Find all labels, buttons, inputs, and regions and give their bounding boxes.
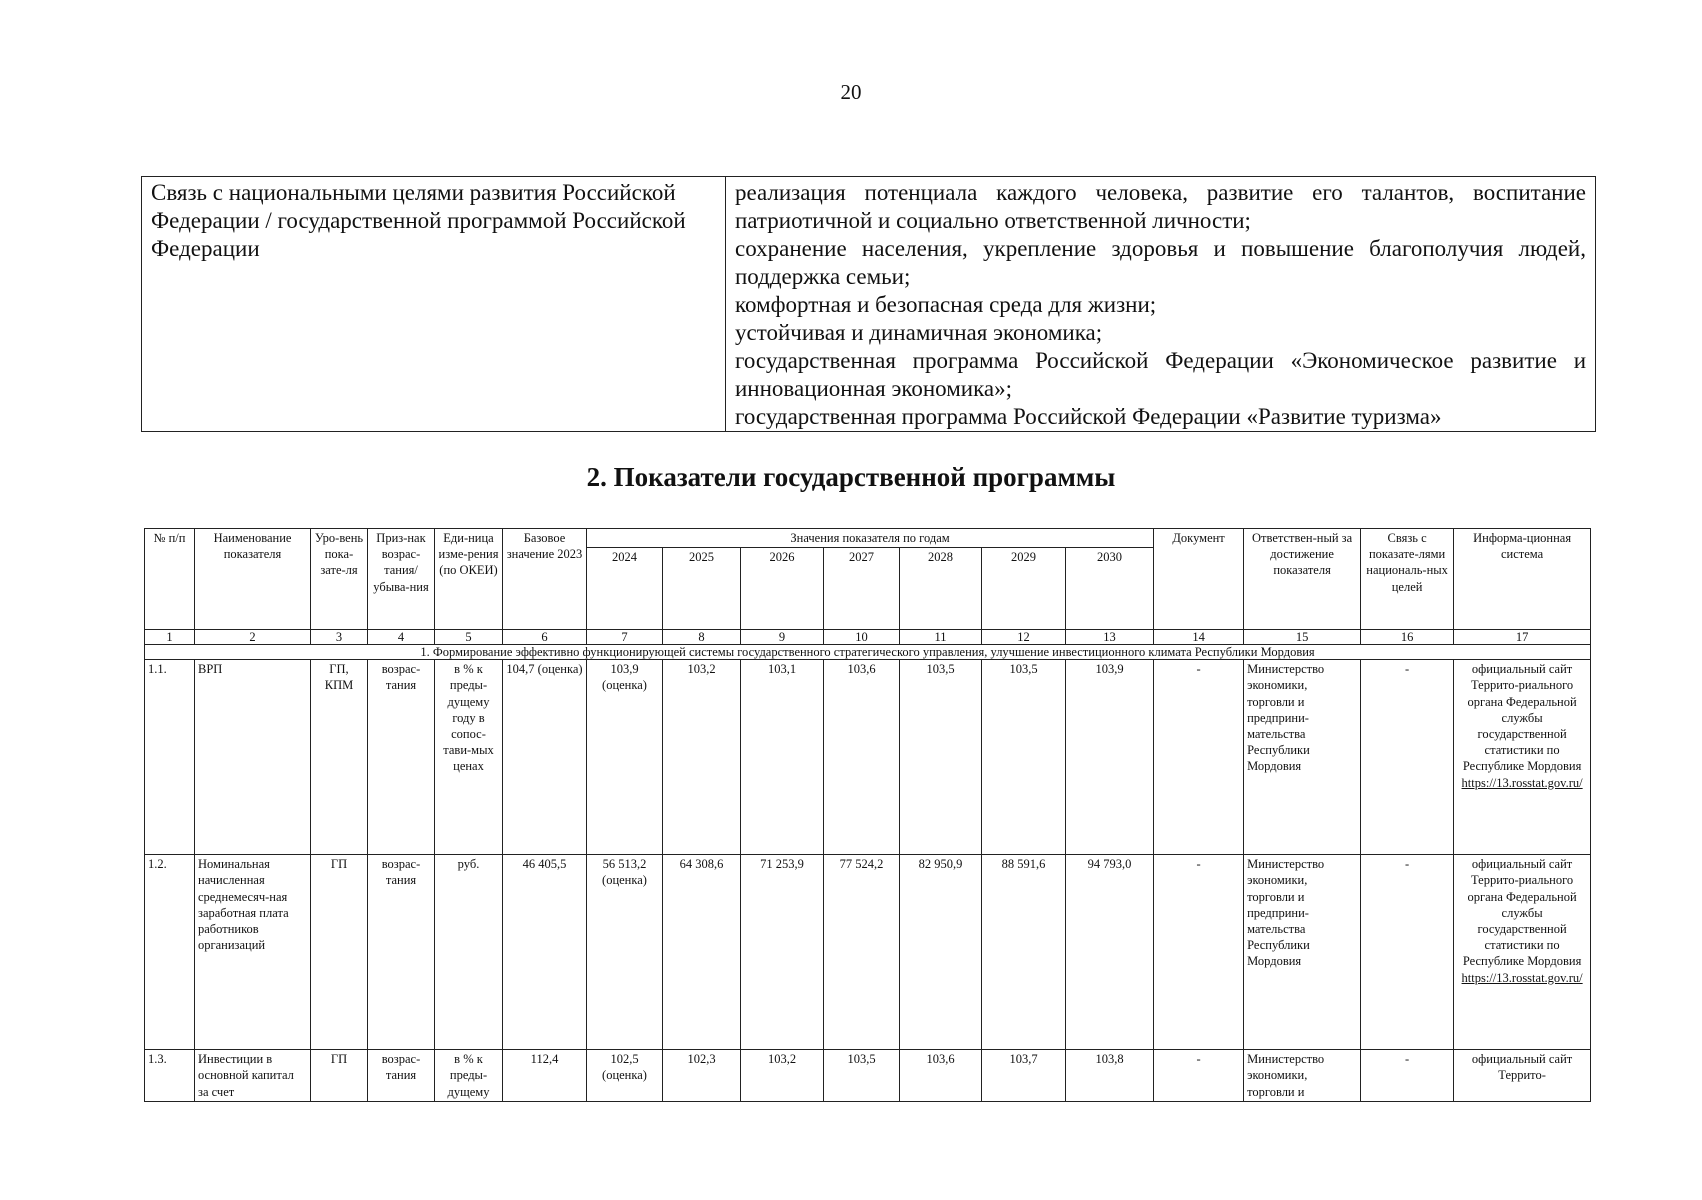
info-system-text: официальный сайт Террито-риального органа Федеральной службы государственной статистики по Республике Мордовия <box>1462 857 1582 969</box>
header-year: 2028 <box>900 548 982 630</box>
column-number: 13 <box>1066 630 1154 645</box>
row-level: ГП <box>311 855 368 1050</box>
row-value: 94 793,0 <box>1066 855 1154 1050</box>
row-value: 82 950,9 <box>900 855 982 1050</box>
row-document: - <box>1154 1050 1244 1102</box>
linkage-goal-item: сохранение населения, укрепление здоровья и повышение благополучия людей, поддержка семьи; <box>735 236 1586 289</box>
column-number: 16 <box>1361 630 1454 645</box>
header-sign: Приз-нак возрас-тания/ убыва-ния <box>368 529 435 630</box>
national-goals-linkage-table <box>141 176 1596 432</box>
column-number: 7 <box>587 630 663 645</box>
row-value: 103,9 <box>1066 660 1154 855</box>
row-value: 103,5 <box>900 660 982 855</box>
column-number: 1 <box>145 630 195 645</box>
row-link-goals: - <box>1361 660 1454 855</box>
row-value: 77 524,2 <box>824 855 900 1050</box>
column-number: 8 <box>663 630 741 645</box>
row-sign: возрас-тания <box>368 1050 435 1102</box>
linkage-goal-item: государственная программа Российской Федерации «Экономическое развитие и инновационная экономика»; <box>735 348 1586 401</box>
row-document: - <box>1154 660 1244 855</box>
row-link-goals: - <box>1361 855 1454 1050</box>
linkage-label: Связь с национальными целями развития Российской Федерации / государственной программой Российской Федерации <box>142 177 726 432</box>
indicators-table <box>144 528 1591 1102</box>
info-system-text: официальный сайт Террито-риального органа Федеральной службы государственной статистики по Республике Мордовия <box>1462 662 1582 774</box>
row-base: 46 405,5 <box>503 855 587 1050</box>
section-title: 2. Показатели государственной программы <box>586 462 1116 492</box>
row-value: 103,6 <box>824 660 900 855</box>
row-value: 103,2 <box>741 1050 824 1102</box>
row-value: 103,1 <box>741 660 824 855</box>
header-link-goals: Связь с показате-лями националь-ных целей <box>1361 529 1454 630</box>
column-number: 4 <box>368 630 435 645</box>
row-num: 1.1. <box>145 660 195 855</box>
row-sign: возрас-тания <box>368 855 435 1050</box>
linkage-goal-item: реализация потенциала каждого человека, развитие его талантов, воспитание патриотичной и социально ответственной личности; <box>735 180 1586 233</box>
row-base: 104,7 (оценка) <box>503 660 587 855</box>
row-base: 112,4 <box>503 1050 587 1102</box>
header-name: Наименование показателя <box>195 529 311 630</box>
section-row-title: 1. Формирование эффективно функционирующей системы государственного стратегического управления, улучшение инвестиционного климата Республики Мордовия <box>145 645 1591 660</box>
linkage-goal-item: государственная программа Российской Федерации «Развитие туризма» <box>735 404 1442 429</box>
row-value: 103,2 <box>663 660 741 855</box>
row-value: 103,6 <box>900 1050 982 1102</box>
row-name: Инвестиции в основной капитал за счет <box>195 1050 311 1102</box>
page-number: 20 <box>840 80 862 104</box>
row-info-system <box>1454 855 1591 1050</box>
info-system-text: официальный сайт Террито- <box>1471 1052 1573 1083</box>
row-value: 103,9 (оценка) <box>587 660 663 855</box>
table-row <box>145 1050 1591 1102</box>
row-level: ГП, КПМ <box>311 660 368 855</box>
row-value: 56 513,2 (оценка) <box>587 855 663 1050</box>
row-value: 102,5 (оценка) <box>587 1050 663 1102</box>
header-unit: Еди-ница изме-рения (по ОКЕИ) <box>435 529 503 630</box>
header-year: 2027 <box>824 548 900 630</box>
row-unit: в % к преды-дущему <box>435 1050 503 1102</box>
column-number: 5 <box>435 630 503 645</box>
row-responsible: Министерство экономики, торговли и предприни-мательства Республики Мордовия <box>1244 855 1361 1050</box>
row-value: 102,3 <box>663 1050 741 1102</box>
rosstat-link[interactable]: https://13.rosstat.gov.ru/ <box>1461 775 1583 790</box>
header-year: 2025 <box>663 548 741 630</box>
row-document: - <box>1154 855 1244 1050</box>
linkage-goal-item: комфортная и безопасная среда для жизни; <box>735 292 1157 317</box>
column-number: 11 <box>900 630 982 645</box>
column-number: 15 <box>1244 630 1361 645</box>
column-number: 9 <box>741 630 824 645</box>
header-level: Уро-вень пока-зате-ля <box>311 529 368 630</box>
row-link-goals: - <box>1361 1050 1454 1102</box>
column-number: 3 <box>311 630 368 645</box>
row-responsible: Министерство экономики, торговли и предприни-мательства Республики Мордовия <box>1244 660 1361 855</box>
section-row <box>145 645 1591 660</box>
column-number: 10 <box>824 630 900 645</box>
column-number: 2 <box>195 630 311 645</box>
table-row <box>145 855 1591 1050</box>
header-responsible: Ответствен-ный за достижение показателя <box>1244 529 1361 630</box>
column-number-row <box>145 630 1591 645</box>
linkage-goals-list <box>726 177 1596 432</box>
row-value: 103,8 <box>1066 1050 1154 1102</box>
row-value: 64 308,6 <box>663 855 741 1050</box>
row-info-system <box>1454 660 1591 855</box>
column-number: 17 <box>1454 630 1591 645</box>
row-info-system <box>1454 1050 1591 1102</box>
rosstat-link[interactable]: https://13.rosstat.gov.ru/ <box>1461 970 1583 985</box>
row-value: 71 253,9 <box>741 855 824 1050</box>
header-year: 2029 <box>982 548 1066 630</box>
row-value: 88 591,6 <box>982 855 1066 1050</box>
header-num: № п/п <box>145 529 195 630</box>
header-values-by-year: Значения показателя по годам <box>587 529 1154 548</box>
header-year: 2024 <box>587 548 663 630</box>
header-base: Базовое значение 2023 <box>503 529 587 630</box>
column-number: 12 <box>982 630 1066 645</box>
row-value: 103,7 <box>982 1050 1066 1102</box>
row-name: ВРП <box>195 660 311 855</box>
row-num: 1.2. <box>145 855 195 1050</box>
header-info-system: Информа-ционная система <box>1454 529 1591 630</box>
row-unit: руб. <box>435 855 503 1050</box>
header-document: Документ <box>1154 529 1244 630</box>
column-number: 6 <box>503 630 587 645</box>
row-sign: возрас-тания <box>368 660 435 855</box>
header-year: 2026 <box>741 548 824 630</box>
column-number: 14 <box>1154 630 1244 645</box>
row-value: 103,5 <box>982 660 1066 855</box>
table-row <box>145 660 1591 855</box>
linkage-goal-item: устойчивая и динамичная экономика; <box>735 320 1103 345</box>
row-level: ГП <box>311 1050 368 1102</box>
row-num: 1.3. <box>145 1050 195 1102</box>
row-name: Номинальная начисленная среднемесяч-ная заработная плата работников организаций <box>195 855 311 1050</box>
row-unit: в % к преды-дущему году в сопос-тави-мых ценах <box>435 660 503 855</box>
row-responsible: Министерство экономики, торговли и <box>1244 1050 1361 1102</box>
row-value: 103,5 <box>824 1050 900 1102</box>
header-year: 2030 <box>1066 548 1154 630</box>
